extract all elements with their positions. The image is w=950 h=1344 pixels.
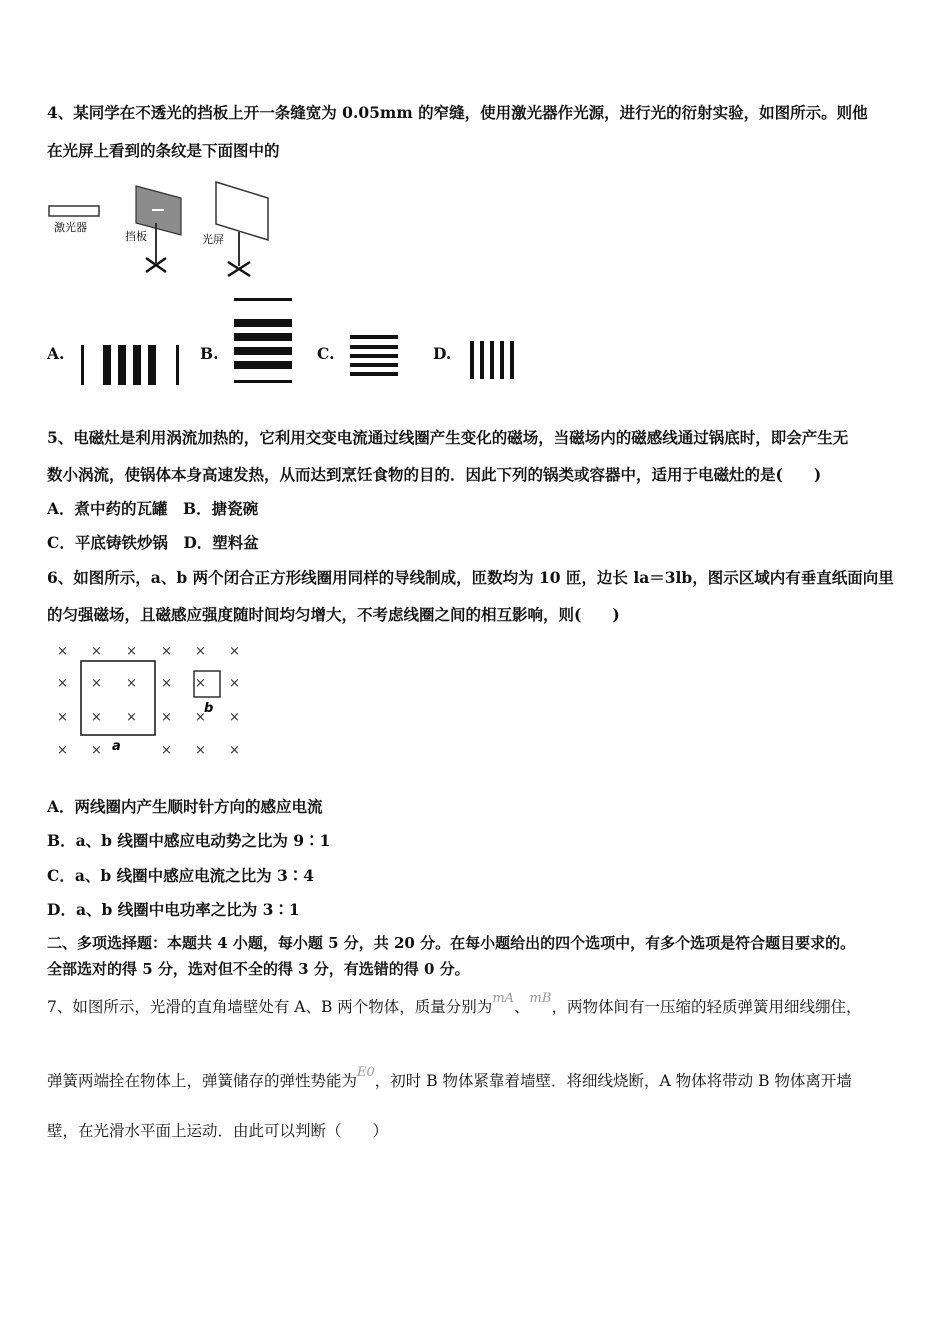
q7-line1-text-b: ，两物体间有一压缩的轻质弹簧用细线绷住， [551, 998, 862, 1016]
q6-option-b: B．a、b 线圈中感应电动势之比为 9∶1 [47, 831, 331, 850]
q4-option-d-label: D. [433, 344, 452, 363]
field-cross: × [57, 743, 68, 758]
field-cross: × [195, 676, 206, 691]
field-cross: × [229, 676, 240, 691]
baffle-label: 挡板 [125, 230, 147, 243]
q4-option-a-label: A. [47, 344, 65, 363]
q5-options-ab: A．煮中药的瓦罐 B．搪瓷碗 [47, 499, 259, 518]
q4-option-a-pattern [78, 343, 184, 387]
section2-line2: 全部选对的得 5 分，选对但不全的得 3 分，有选错的得 0 分。 [47, 960, 470, 978]
section2-line1: 二、多项选择题：本题共 4 小题，每小题 5 分，共 20 分。在每小题给出的四个选项中，有多个选项是符合题目要求的。 [47, 934, 856, 952]
field-cross: × [229, 743, 240, 758]
field-cross: × [229, 710, 240, 725]
q7-line2-text-a: 弹簧两端拴在物体上，弹簧储存的弹性势能为 [47, 1072, 358, 1090]
field-cross: × [161, 743, 172, 758]
field-cross: × [229, 644, 240, 659]
q7-line2-text-b: ，初时 B 物体紧靠着墙壁．将细线烧断，A 物体将带动 B 物体离开墙 [374, 1072, 852, 1090]
q7-line3: 壁，在光滑水平面上运动．由此可以判断（ ） [47, 1122, 389, 1140]
field-cross: × [126, 710, 137, 725]
q5-line2: 数小涡流，使锅体本身高速发热，从而达到烹饪食物的目的．因此下列的锅类或容器中，适用于电磁灶的是( ) [47, 465, 822, 484]
q7-energy-e0: E0 [357, 1065, 375, 1080]
q4-option-d-pattern [467, 338, 521, 382]
screen-label: 光屏 [202, 233, 224, 246]
q7-line2 [47, 1065, 852, 1093]
q4-line2: 在光屏上看到的条纹是下面图中的 [47, 141, 280, 160]
q7-mass-a: mA [492, 991, 515, 1006]
q6-magnetic-field-figure [48, 633, 248, 758]
q6-option-a: A．两线圈内产生顺时针方向的感应电流 [47, 797, 323, 816]
field-cross: × [195, 743, 206, 758]
q5-line1: 5、电磁灶是利用涡流加热的，它利用交变电流通过线圈产生变化的磁场，当磁场内的磁感线通过锅底时，即会产生无 [47, 428, 849, 447]
field-cross: × [161, 644, 172, 659]
coil-b-label: b [204, 701, 214, 716]
field-cross: × [126, 676, 137, 691]
field-cross: × [126, 644, 137, 659]
field-cross: × [91, 644, 102, 659]
q4-option-c-label: C. [317, 344, 335, 363]
q4-option-b-pattern [232, 296, 296, 386]
q6-line1: 6、如图所示，a、b 两个闭合正方形线圈用同样的导线制成，匝数均为 10 匝，边长 la＝3lb，图示区域内有垂直纸面向里 [47, 568, 894, 587]
field-cross: × [91, 676, 102, 691]
q7-mass-b: mB [529, 991, 552, 1006]
q4-line1: 4、某同学在不透光的挡板上开一条缝宽为 0.05mm 的窄缝，使用激光器作光源，进行光的衍射实验，如图所示。则他 [47, 103, 868, 122]
q7-separator: 、 [514, 998, 530, 1016]
field-cross: × [57, 676, 68, 691]
q6-option-d: D．a、b 线圈中电功率之比为 3∶1 [47, 900, 300, 919]
field-cross: × [57, 644, 68, 659]
field-cross: × [161, 676, 172, 691]
field-cross: × [195, 710, 206, 725]
q7-line1 [47, 991, 862, 1019]
field-cross: × [57, 710, 68, 725]
coil-a-label: a [112, 739, 121, 754]
q7-line1-text-a: 7、如图所示，光滑的直角墙壁处有 A、B 两个物体，质量分别为 [47, 998, 493, 1016]
q5-options-cd: C．平底铸铁炒锅 D．塑料盆 [47, 533, 259, 552]
q4-apparatus-figure [46, 178, 276, 283]
q4-option-c-pattern [348, 332, 400, 378]
q4-option-b-label: B. [200, 344, 219, 363]
field-cross: × [91, 743, 102, 758]
q6-line2: 的匀强磁场，且磁感应强度随时间均匀增大，不考虑线圈之间的相互影响，则( ) [47, 605, 620, 624]
q6-option-c: C．a、b 线圈中感应电流之比为 3∶4 [47, 866, 315, 885]
field-cross: × [195, 644, 206, 659]
field-cross: × [91, 710, 102, 725]
laser-label: 激光器 [54, 221, 87, 234]
field-cross: × [161, 710, 172, 725]
